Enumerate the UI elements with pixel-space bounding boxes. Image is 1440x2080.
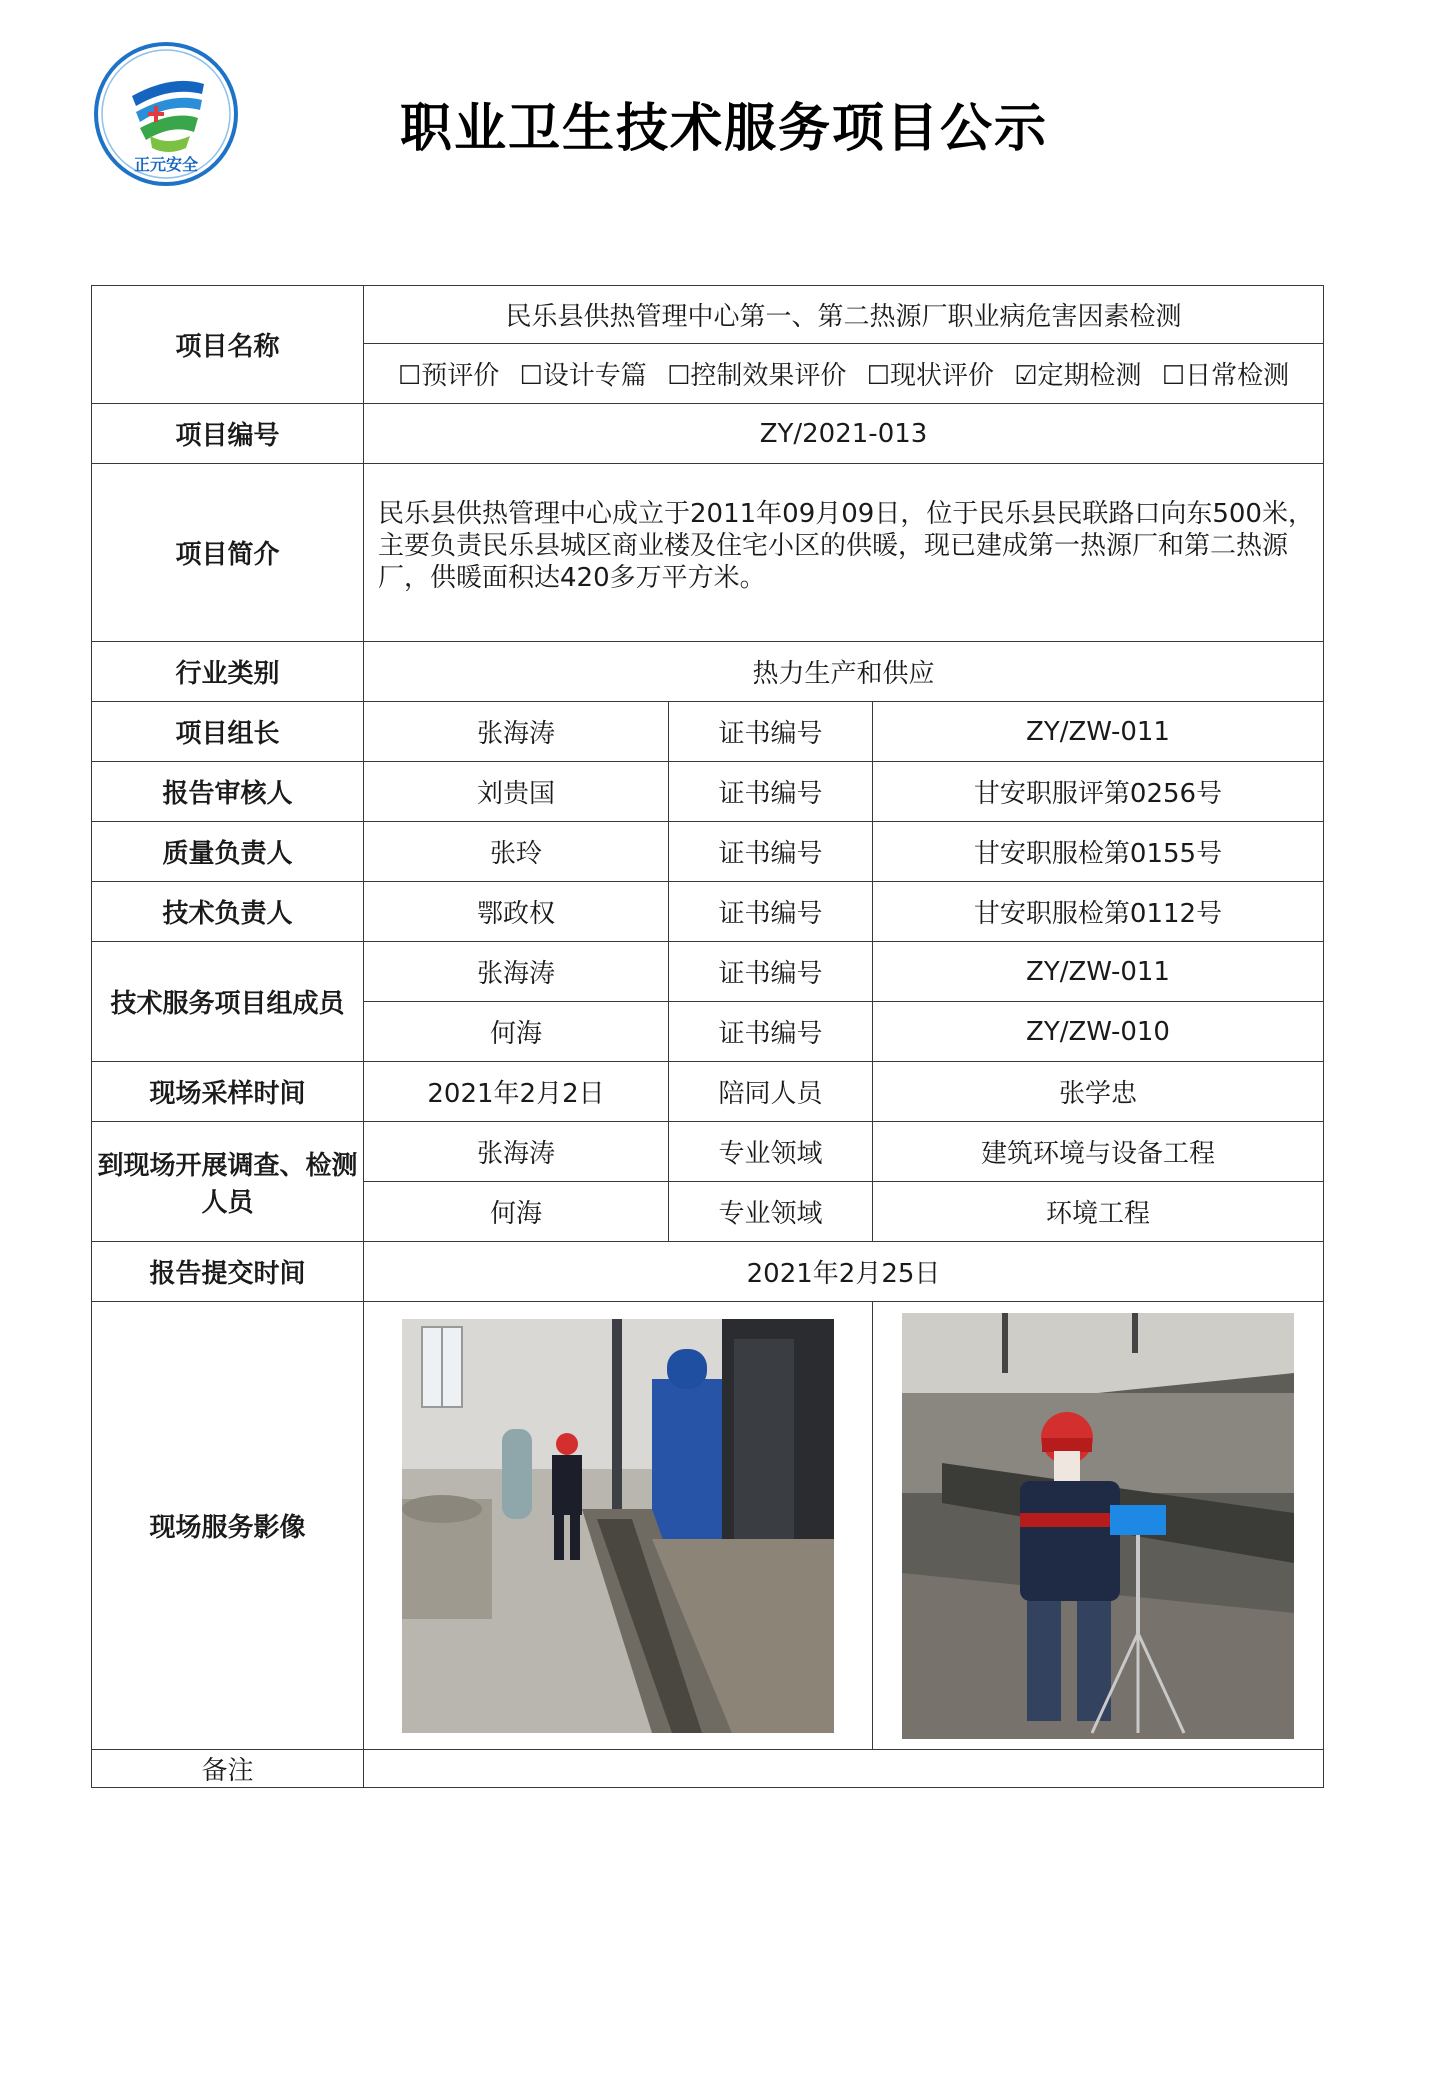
cert-number: ZY/ZW-011 bbox=[873, 942, 1324, 1002]
cert-number: ZY/ZW-010 bbox=[873, 1002, 1324, 1062]
cert-label: 证书编号 bbox=[669, 822, 873, 882]
sampling-time-label: 现场采样时间 bbox=[92, 1062, 364, 1122]
type-control-effect: ☐控制效果评价 bbox=[667, 361, 847, 391]
industry: 热力生产和供应 bbox=[364, 642, 1324, 702]
type-pre-evaluation: ☐预评价 bbox=[397, 361, 500, 391]
cert-label: 证书编号 bbox=[669, 702, 873, 762]
report-date: 2021年2月25日 bbox=[364, 1242, 1324, 1302]
project-name-label: 项目名称 bbox=[92, 286, 364, 404]
survey-name: 张海涛 bbox=[364, 1122, 669, 1182]
photos-label: 现场服务影像 bbox=[92, 1302, 364, 1750]
accompany-person: 张学忠 bbox=[873, 1062, 1324, 1122]
project-type-options bbox=[364, 344, 1324, 404]
remark-value bbox=[364, 1750, 1324, 1788]
field-value: 环境工程 bbox=[873, 1182, 1324, 1242]
photo-cell-left bbox=[364, 1302, 873, 1750]
type-daily-check: ☐日常检测 bbox=[1161, 361, 1290, 391]
site-photo-sampling bbox=[902, 1313, 1294, 1739]
sampling-date: 2021年2月2日 bbox=[364, 1062, 669, 1122]
person-name: 刘贵国 bbox=[364, 762, 669, 822]
project-intro-label: 项目简介 bbox=[92, 464, 364, 642]
field-label: 专业领域 bbox=[669, 1182, 873, 1242]
project-intro: 民乐县供热管理中心成立于2011年09月09日，位于民乐县民联路口向东500米，主要负责民乐县城区商业楼及住宅小区的供暖，现已建成第一热源厂和第二热源厂，供暖面积达420多万平方米。 bbox=[378, 499, 1314, 593]
survey-staff-label: 到现场开展调查、检测人员 bbox=[92, 1122, 364, 1242]
remark-label: 备注 bbox=[92, 1750, 364, 1788]
cert-number: ZY/ZW-011 bbox=[873, 702, 1324, 762]
field-value: 建筑环境与设备工程 bbox=[873, 1122, 1324, 1182]
site-photo-pump-room bbox=[402, 1319, 834, 1733]
person-name: 张玲 bbox=[364, 822, 669, 882]
cert-number: 甘安职服评第0256号 bbox=[873, 762, 1324, 822]
cert-label: 证书编号 bbox=[669, 762, 873, 822]
logo-text: 正元安全 bbox=[133, 155, 199, 174]
project-code: ZY/2021-013 bbox=[364, 404, 1324, 464]
person-name: 张海涛 bbox=[364, 702, 669, 762]
person-name: 鄂政权 bbox=[364, 882, 669, 942]
company-logo bbox=[92, 40, 240, 188]
page-title: 职业卫生技术服务项目公示 bbox=[400, 99, 1049, 159]
type-periodic-check: ☑定期检测 bbox=[1014, 361, 1142, 391]
member-name: 张海涛 bbox=[364, 942, 669, 1002]
type-status: ☐现状评价 bbox=[866, 361, 994, 391]
cert-label: 证书编号 bbox=[669, 942, 873, 1002]
member-name: 何海 bbox=[364, 1002, 669, 1062]
industry-label: 行业类别 bbox=[92, 642, 364, 702]
photo-cell-right bbox=[873, 1302, 1324, 1750]
accompany-label: 陪同人员 bbox=[669, 1062, 873, 1122]
project-name: 民乐县供热管理中心第一、第二热源厂职业病危害因素检测 bbox=[364, 286, 1324, 344]
report-time-label: 报告提交时间 bbox=[92, 1242, 364, 1302]
cert-label: 证书编号 bbox=[669, 1002, 873, 1062]
project-code-label: 项目编号 bbox=[92, 404, 364, 464]
cert-number: 甘安职服检第0155号 bbox=[873, 822, 1324, 882]
cert-number: 甘安职服检第0112号 bbox=[873, 882, 1324, 942]
type-design: ☐设计专篇 bbox=[519, 361, 647, 391]
role-label: 技术负责人 bbox=[92, 882, 364, 942]
project-intro-cell bbox=[364, 464, 1324, 642]
role-label: 报告审核人 bbox=[92, 762, 364, 822]
members-label: 技术服务项目组成员 bbox=[92, 942, 364, 1062]
project-info-table bbox=[91, 285, 1324, 1788]
role-label: 项目组长 bbox=[92, 702, 364, 762]
cert-label: 证书编号 bbox=[669, 882, 873, 942]
survey-name: 何海 bbox=[364, 1182, 669, 1242]
field-label: 专业领域 bbox=[669, 1122, 873, 1182]
role-label: 质量负责人 bbox=[92, 822, 364, 882]
